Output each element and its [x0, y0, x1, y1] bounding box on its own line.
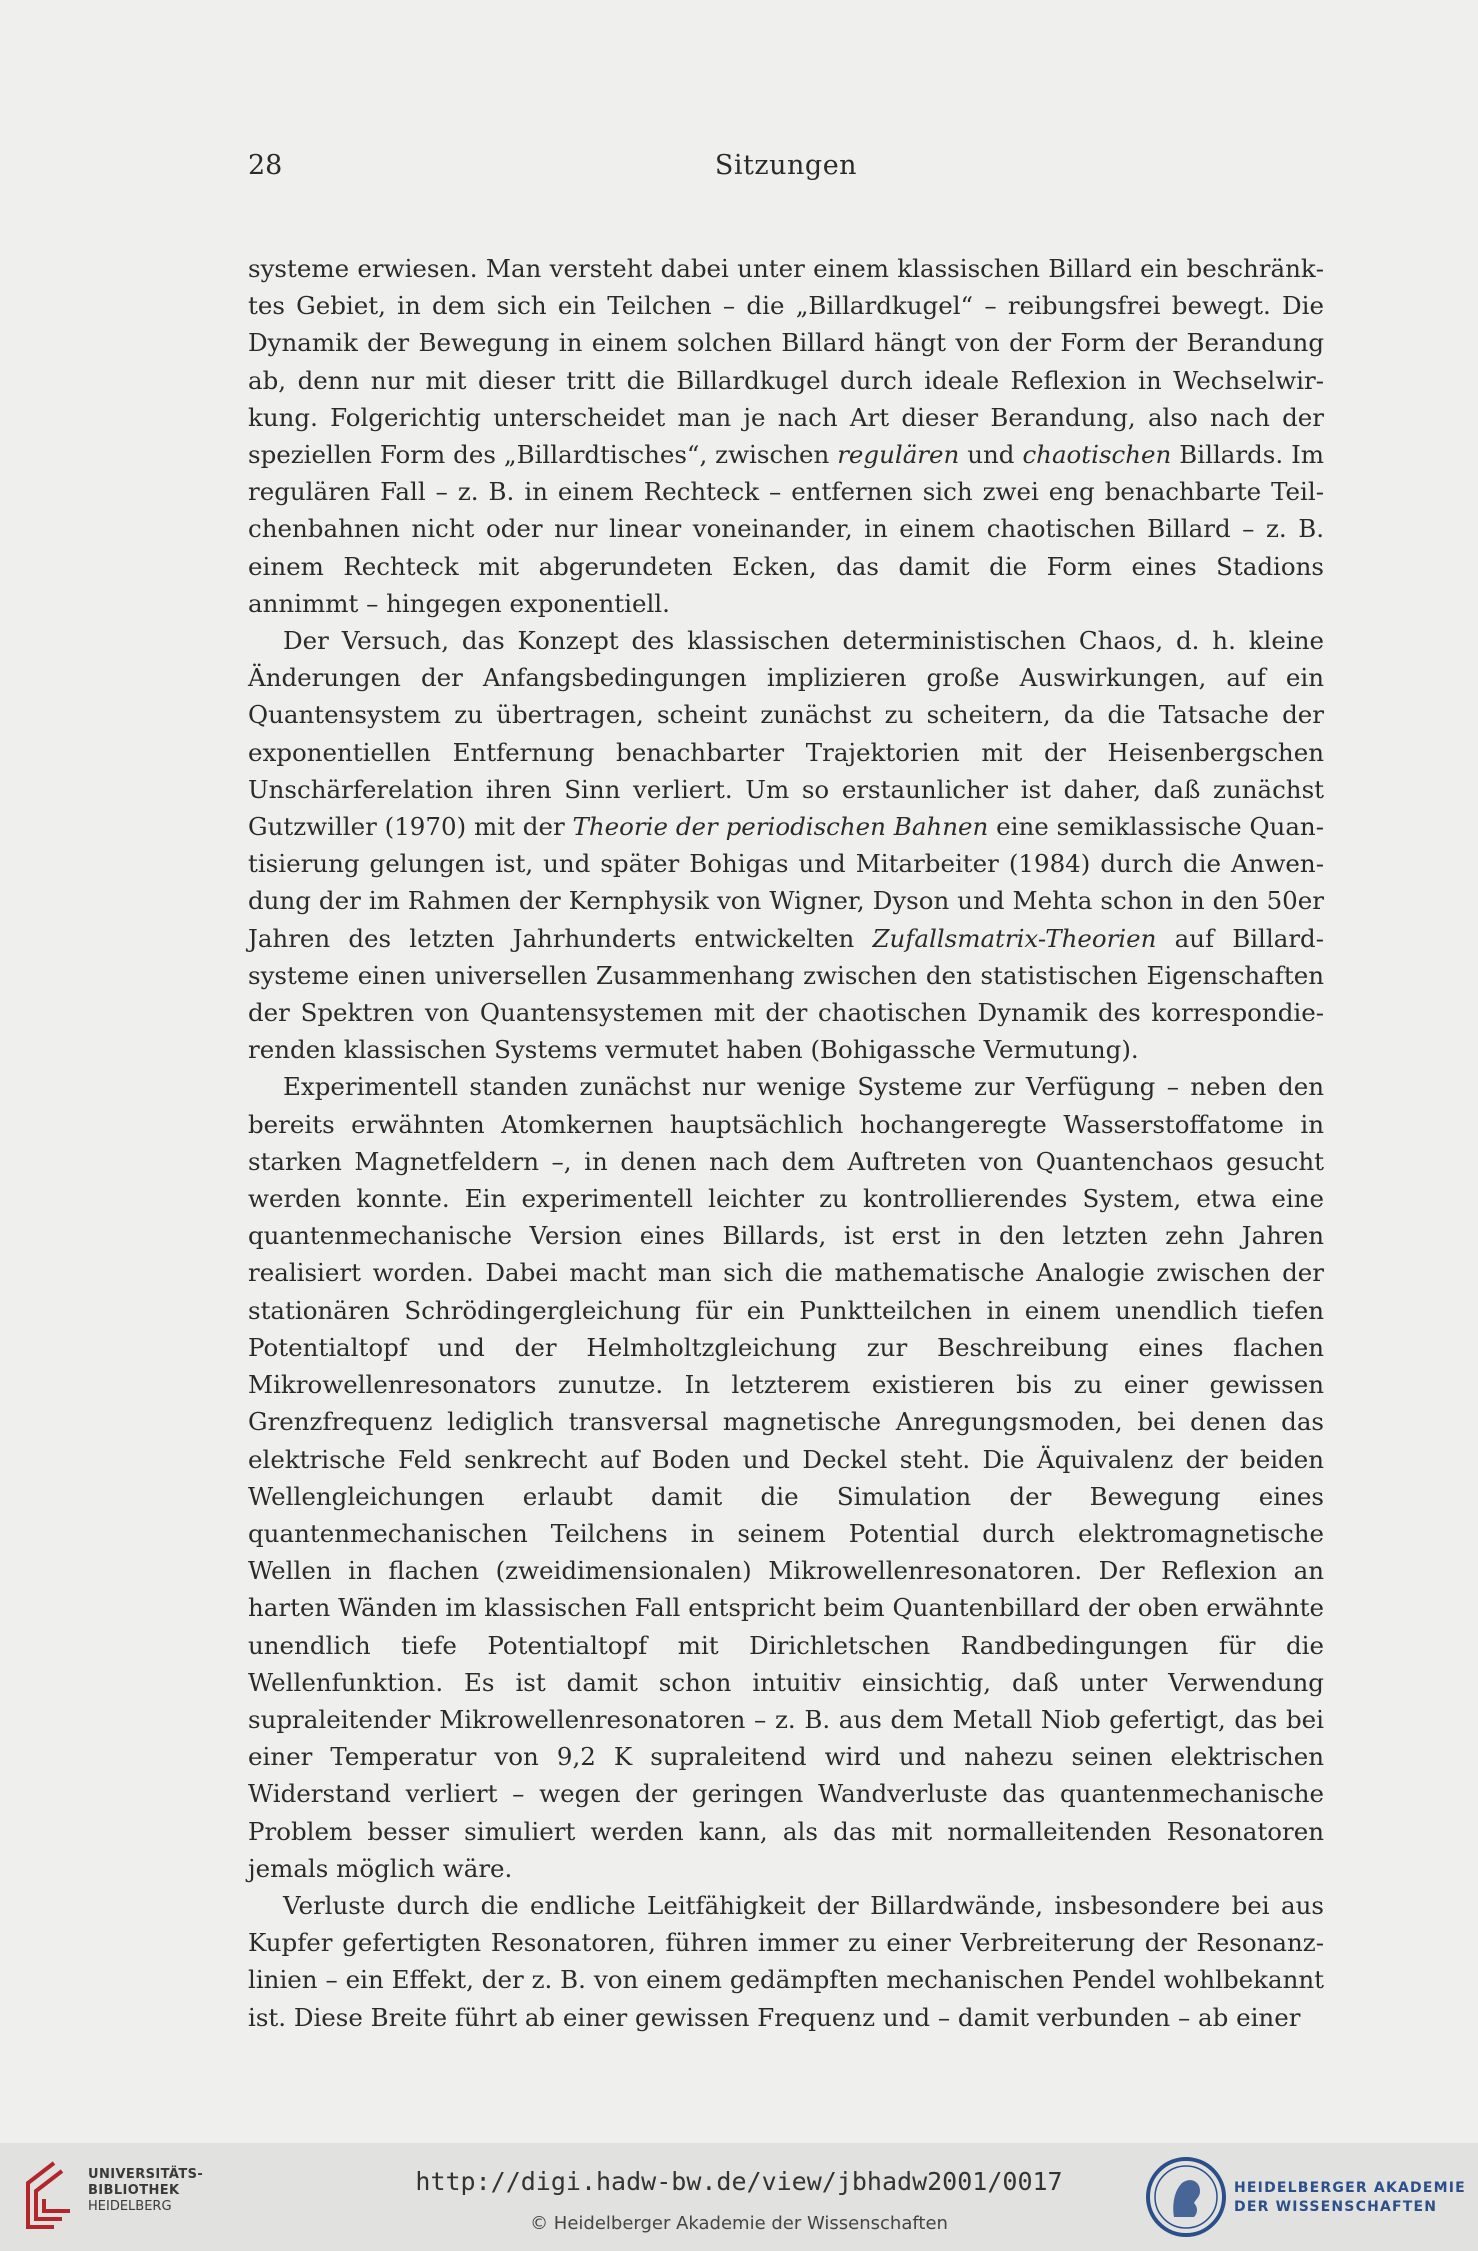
- italic-term: Zufallsmatrix-Theorien: [872, 923, 1157, 953]
- academy-line: DER WISSENSCHAFTEN: [1234, 2199, 1438, 2215]
- page-header: [248, 150, 1324, 194]
- paragraph: Experimentell standen zunächst nur wenige Systeme zur Verfügung – neben den bereits erwähnten Atomkernen hauptsächlich hochangeregte Wasserstoffatome in starken Magnetfeldern –, in denen nach dem Auftreten von Quantenchaos gesucht werden konnte. Ein experimentell leichter zu kontrollierendes System, etwa eine quantenmechanische Version eines Billards, ist erst in den letzten zehn Jahren realisiert worden. Dabei macht man sich die mathematische Analogie zwischen der stationären Schrödingergleichung für ein Punktteilchen in einem unendlich tiefen Potentialtopf und der Helmholtzgleichung zur Beschreibung eines flachen Mikrowellenresonators zunutze. In letzterem existieren bis zu einer gewissen Grenzfrequenz lediglich transversal magnetische Anregungsmoden, bei denen das elektrische Feld senkrecht auf Boden und Deckel steht. Die Äquivalenz der beiden Wellengleichungen erlaubt damit die Simulation der Bewegung eines quantenmechanischen Teilchens in seinem Potential durch elektromagnetische Wellen in flachen (zweidimensionalen) Mikrowellenresonatoren. Der Reflexion an harten Wänden im klassischen Fall entspricht beim Quantenbillard der oben erwähnte unendlich tiefe Potentialtopf mit Dirichletschen Randbedingungen für die Wellenfunktion. Es ist damit schon intuitiv einsichtig, daß unter Verwendung supraleitender Mikrowellenresonatoren – z. B. aus dem Metall Niob gefertigt, das bei einer Temperatur von 9,2 K supraleitend wird und nahezu seinen elektrischen Widerstand verliert – wegen der geringen Wandverluste das quantenmechanische Problem besser simuliert werden kann, als das mit normalleitenden Resonatoren jemals möglich wäre.: [248, 1072, 1324, 1883]
- permalink[interactable]: http://digi.hadw-bw.de/view/jbhadw2001/0017: [415, 2167, 1063, 2196]
- copyright-notice: © Heidelberger Akademie der Wissenschaften: [530, 2213, 948, 2234]
- text-run: eine semiklassische Quantisierung gelungen ist, und später Bohigas und Mitarbeiter (1984) durch die Anwendung der im Rahmen der Kernphysik von Wigner, Dyson und Mehta schon in den 50er Jahren des letzten Jahrhunderts entwickelten: [248, 812, 1324, 953]
- running-title: Sitzungen: [714, 150, 858, 181]
- page-number: 28: [248, 150, 283, 181]
- text-run: systeme erwiesen. Man versteht dabei unter einem klassischen Billard ein beschränktes Gebiet, in dem sich ein Teilchen – die „Billardkugel“ – reibungsfrei bewegt. Die Dynamik der Bewegung in einem solchen Billard hängt von der Form der Berandung ab, denn nur mit dieser tritt die Billardkugel durch ideale Reflexion in Wechselwirkung. Folgerichtig unterscheidet man je nach Art dieser Berandung, also nach der speziellen Form des „Billardtisches“, zwischen: [248, 254, 1324, 470]
- academy-line: HEIDELBERGER AKADEMIE: [1234, 2180, 1466, 2196]
- library-line: BIBLIOTHEK: [88, 2183, 180, 2198]
- italic-term: chaotischen: [1022, 440, 1172, 470]
- academy-name: [1234, 2179, 1466, 2217]
- text-run: Der Versuch, das Konzept des klassischen deterministischen Chaos, d. h. kleine Änderungen der Anfangsbedingungen implizieren große Auswirkungen, auf ein Quantensystem zu übertragen, scheint zunächst zu scheitern, da die Tatsache der exponentiellen Entfernung benachbarter Trajektorien mit der Heisenbergschen Unschärferelation ihren Sinn verliert. Um so erstaunlicher ist daher, daß zunächst Gutzwiller (1970) mit der: [248, 626, 1324, 842]
- academy-seal-icon: [1144, 2155, 1228, 2239]
- italic-term: Theorie der periodischen Bahnen: [572, 812, 989, 842]
- paragraph: [248, 250, 1324, 622]
- italic-term: regulären: [837, 440, 960, 470]
- footer-bar: [0, 2143, 1478, 2251]
- library-line: UNIVERSITÄTS-: [88, 2167, 204, 2182]
- text-run: und: [959, 440, 1023, 470]
- paragraph: Verluste durch die endliche Leitfähigkeit der Billardwände, insbesondere bei aus Kupfer gefertigten Resonatoren, führen immer zu einer Verbreiterung der Resonanzlinien – ein Effekt, der z. B. von einem gedämpften mechanischen Pendel wohlbekannt ist. Diese Breite führt ab einer gewissen Frequenz und – damit verbunden – ab einer: [248, 1890, 1324, 2032]
- text-run: auf Billardsysteme einen universellen Zusammenhang zwischen den statistischen Eigenschaften der Spektren von Quantensystemen mit der chaotischen Dynamik des korrespondierenden klassischen Systems vermutet haben (Bohigassche Vermutung).: [248, 923, 1324, 1065]
- library-line: HEIDELBERG: [88, 2199, 172, 2214]
- paragraph: [248, 622, 1324, 1068]
- body-text: [248, 250, 1324, 2036]
- text-run: Billards. Im regulären Fall – z. B. in einem Rechteck – entfernen sich zwei eng benachbarte Teilchenbahnen nicht oder nur linear voneinander, in einem chaotischen Billard – z. B. einem Rechteck mit abgerundeten Ecken, das damit die Form eines Stadions annimmt – hingegen exponentiell.: [248, 440, 1324, 618]
